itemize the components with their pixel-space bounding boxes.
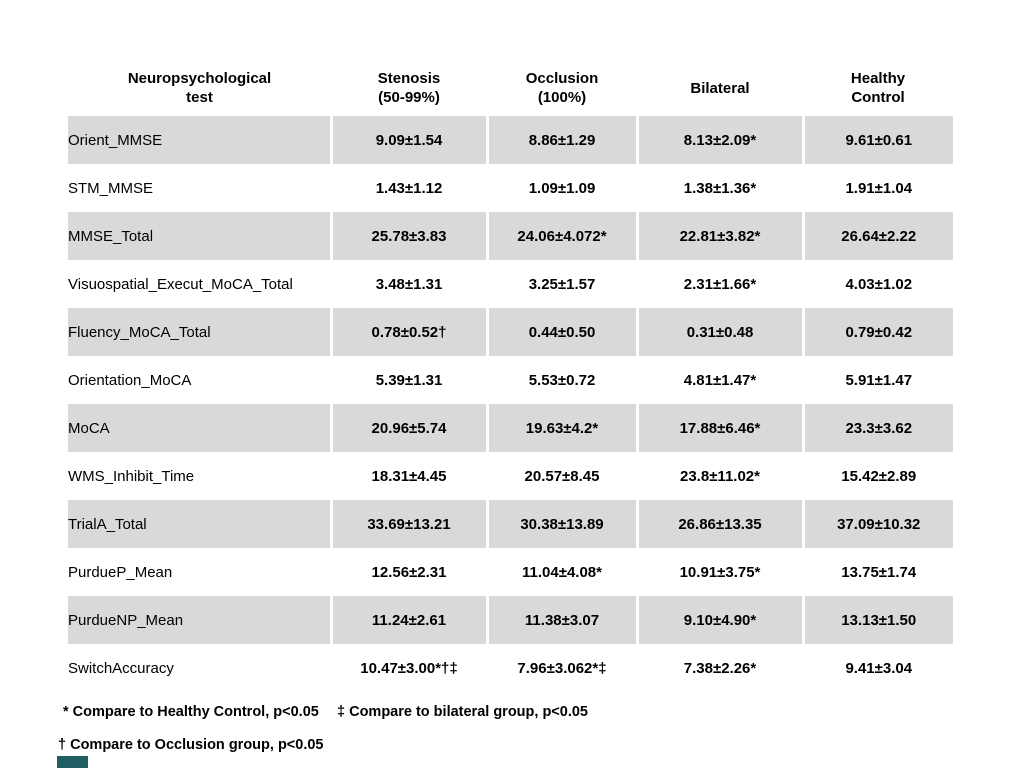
table-row [68, 452, 953, 500]
test-name: MoCA [68, 404, 331, 452]
value-cell: 4.81±1.47* [637, 356, 803, 404]
col-header-line: Stenosis [377, 70, 441, 87]
value-cell: 26.64±2.22 [803, 212, 953, 260]
value-cell: 0.79±0.42 [803, 308, 953, 356]
test-name: MMSE_Total [68, 212, 331, 260]
test-name: Fluency_MoCA_Total [68, 308, 331, 356]
value-cell: 9.41±3.04 [803, 644, 953, 692]
test-name: SwitchAccuracy [68, 644, 331, 692]
table-row [68, 260, 953, 308]
test-name: PurdueP_Mean [68, 548, 331, 596]
value-cell: 24.06±4.072* [487, 212, 637, 260]
test-name: Orient_MMSE [68, 116, 331, 164]
col-header-line: Neuropsychological [127, 70, 272, 87]
value-cell: 10.91±3.75* [637, 548, 803, 596]
value-cell: 1.38±1.36* [637, 164, 803, 212]
value-cell: 13.75±1.74 [803, 548, 953, 596]
value-cell: 26.86±13.35 [637, 500, 803, 548]
test-name: PurdueNP_Mean [68, 596, 331, 644]
value-cell: 9.09±1.54 [331, 116, 487, 164]
table-row [68, 404, 953, 452]
value-cell: 5.53±0.72 [487, 356, 637, 404]
value-cell: 8.13±2.09* [637, 116, 803, 164]
corner-accent-box [57, 756, 88, 768]
value-cell: 1.09±1.09 [487, 164, 637, 212]
value-cell: 9.10±4.90* [637, 596, 803, 644]
table-row [68, 596, 953, 644]
value-cell: 11.38±3.07 [487, 596, 637, 644]
value-cell: 10.47±3.00*†‡ [331, 644, 487, 692]
footnote-double-dagger: ‡ Compare to bilateral group, p<0.05 [337, 704, 588, 720]
table-row [68, 500, 953, 548]
value-cell: 3.25±1.57 [487, 260, 637, 308]
col-header-stenosis [331, 60, 487, 116]
value-cell: 12.56±2.31 [331, 548, 487, 596]
test-name: WMS_Inhibit_Time [68, 452, 331, 500]
value-cell: 0.78±0.52† [331, 308, 487, 356]
value-cell: 23.8±11.02* [637, 452, 803, 500]
value-cell: 15.42±2.89 [803, 452, 953, 500]
table-row [68, 308, 953, 356]
test-name: Visuospatial_Execut_MoCA_Total [68, 260, 331, 308]
value-cell: 5.39±1.31 [331, 356, 487, 404]
col-header-line: Occlusion [525, 70, 599, 87]
value-cell: 19.63±4.2* [487, 404, 637, 452]
test-name: TrialA_Total [68, 500, 331, 548]
col-header-line: Healthy [850, 70, 906, 87]
value-cell: 1.43±1.12 [331, 164, 487, 212]
value-cell: 30.38±13.89 [487, 500, 637, 548]
value-cell: 1.91±1.04 [803, 164, 953, 212]
value-cell: 7.38±2.26* [637, 644, 803, 692]
value-cell: 20.57±8.45 [487, 452, 637, 500]
value-cell: 11.04±4.08* [487, 548, 637, 596]
value-cell: 25.78±3.83 [331, 212, 487, 260]
value-cell: 0.44±0.50 [487, 308, 637, 356]
neuropsych-results-table [68, 60, 953, 692]
value-cell: 11.24±2.61 [331, 596, 487, 644]
value-cell: 13.13±1.50 [803, 596, 953, 644]
value-cell: 33.69±13.21 [331, 500, 487, 548]
value-cell: 22.81±3.82* [637, 212, 803, 260]
value-cell: 20.96±5.74 [331, 404, 487, 452]
col-header-line: Bilateral [690, 79, 750, 97]
value-cell: 3.48±1.31 [331, 260, 487, 308]
col-header-line: (100%) [537, 89, 587, 106]
value-cell: 2.31±1.66* [637, 260, 803, 308]
footnote-star: * Compare to Healthy Control, p<0.05 [63, 704, 319, 720]
test-name: Orientation_MoCA [68, 356, 331, 404]
value-cell: 4.03±1.02 [803, 260, 953, 308]
col-header-healthy-control [803, 60, 953, 116]
table-row [68, 356, 953, 404]
table-row [68, 116, 953, 164]
footnote-dagger: † Compare to Occlusion group, p<0.05 [58, 737, 324, 753]
header-row [68, 60, 953, 116]
value-cell: 9.61±0.61 [803, 116, 953, 164]
value-cell: 7.96±3.062*‡ [487, 644, 637, 692]
col-header-bilateral [637, 60, 803, 116]
table-row [68, 548, 953, 596]
value-cell: 8.86±1.29 [487, 116, 637, 164]
value-cell: 37.09±10.32 [803, 500, 953, 548]
col-header-occlusion [487, 60, 637, 116]
value-cell: 18.31±4.45 [331, 452, 487, 500]
col-header-line: (50-99%) [378, 89, 440, 106]
value-cell: 5.91±1.47 [803, 356, 953, 404]
test-name: STM_MMSE [68, 164, 331, 212]
table-row [68, 644, 953, 692]
col-header-line: test [186, 89, 213, 106]
value-cell: 23.3±3.62 [803, 404, 953, 452]
table-row [68, 164, 953, 212]
value-cell: 0.31±0.48 [637, 308, 803, 356]
col-header-test [68, 60, 331, 116]
col-header-line: Control [851, 89, 905, 106]
table-row [68, 212, 953, 260]
value-cell: 17.88±6.46* [637, 404, 803, 452]
